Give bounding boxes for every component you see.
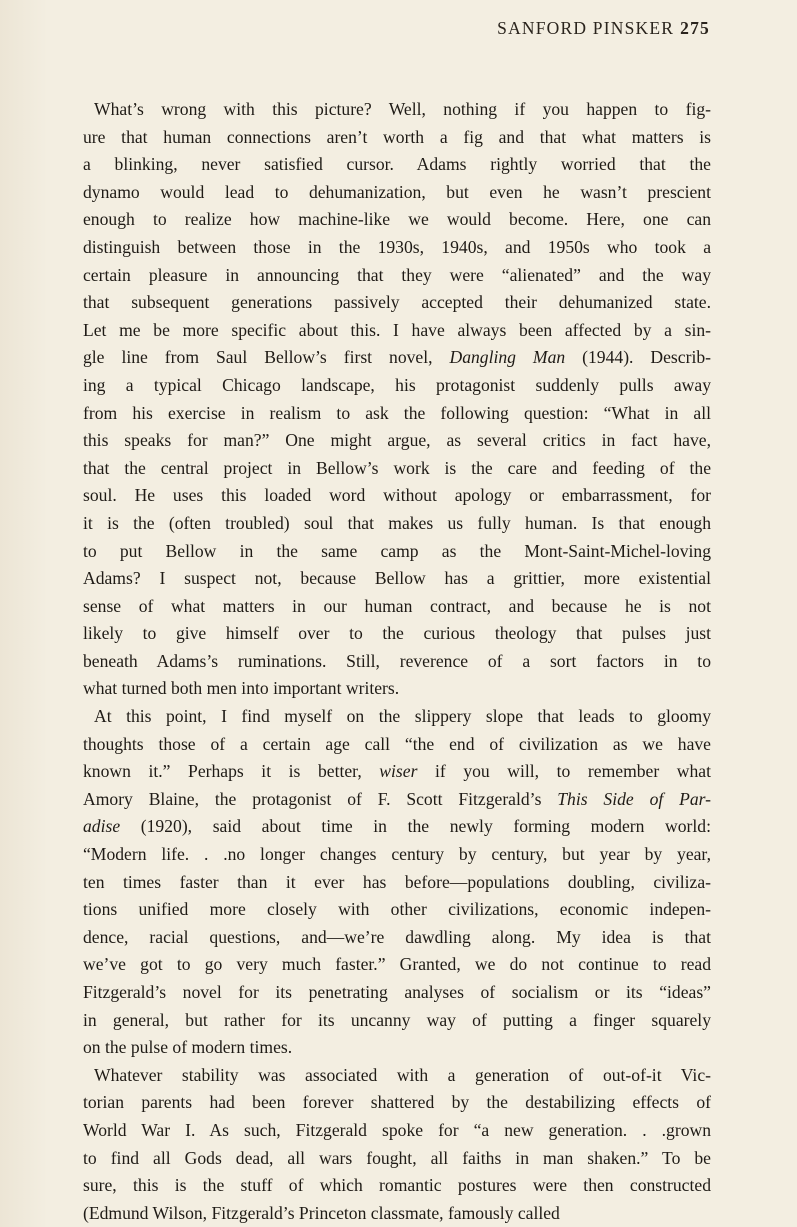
text-line: dynamo would lead to dehumanization, but even he wasn’t prescient [83,181,711,202]
text-line: on the pulse of modern times. [83,1037,293,1058]
text-line: World War I. As such, Fitzgerald spoke for “a new generation. . .grown [83,1119,711,1140]
text-line: gle line from Saul Bellow’s first novel, Dangling Man (1944). Describ- [83,347,711,368]
text-line: we’ve got to go very much faster.” Granted, we do not continue to read [83,954,711,975]
text-line: Amory Blaine, the protagonist of F. Scott Fitzgerald’s This Side of Par- [83,788,711,809]
text-line: likely to give himself over to the curious theology that pulses just [83,623,711,644]
text-line: this speaks for man?” One might argue, as several critics in fact have, [83,430,711,451]
text-line: what turned both men into important writers. [83,678,400,699]
text-line: thoughts those of a certain age call “the end of civilization as we have [83,733,711,754]
paragraph-2 [83,703,711,1062]
text-line: distinguish between those in the 1930s, 1940s, and 1950s who took a [83,236,711,257]
text-line: from his exercise in realism to ask the following question: “What in all [83,402,711,423]
text-line: tions unified more closely with other civilizations, economic indepen- [83,899,711,920]
text-line: it is the (often troubled) soul that makes us fully human. Is that enough [83,512,711,533]
text-line: ten times faster than it ever has before—populations doubling, civiliza- [83,871,711,892]
text-line: to put Bellow in the same camp as the Mont-Saint-Michel-loving [83,540,711,561]
running-head [497,18,710,39]
text-line: beneath Adams’s ruminations. Still, reverence of a sort factors in to [83,650,711,671]
page-number: 275 [680,18,710,38]
text-line: enough to realize how machine-like we would become. Here, one can [83,209,711,230]
paragraph-3 [83,1062,711,1227]
paragraph-1 [83,96,711,703]
text-line: sense of what matters in our human contract, and because he is not [83,595,711,616]
text-line: What’s wrong with this picture? Well, nothing if you happen to fig- [94,99,711,119]
text-line: known it.” Perhaps it is better, wiser if you will, to remember what [83,761,711,782]
text-line: (Edmund Wilson, Fitzgerald’s Princeton classmate, famously called [83,1202,560,1223]
text-line: “Modern life. . .no longer changes century by century, but year by year, [83,844,711,865]
text-line: Whatever stability was associated with a generation of out-of-it Vic- [94,1064,711,1085]
text-line: certain pleasure in announcing that they were “alienated” and the way [83,264,711,285]
text-line: adise (1920), said about time in the newly forming modern world: [83,816,711,837]
text-line: a blinking, never satisfied cursor. Adams rightly worried that the [83,154,711,175]
text-line: to find all Gods dead, all wars fought, all faiths in man shaken.” To be [83,1147,711,1168]
text-line: dence, racial questions, and—we’re dawdling along. My idea is that [83,926,711,947]
text-line: Fitzgerald’s novel for its penetrating analyses of socialism or its “ideas” [83,982,711,1002]
text-line: Let me be more specific about this. I have always been affected by a sin- [83,319,711,340]
text-line: ure that human connections aren’t worth a fig and that what matters is [83,126,711,147]
author-name: SANFORD PINSKER [497,18,675,38]
text-line: torian parents had been forever shattered by the destabilizing effects of [83,1092,711,1113]
body-text [83,96,711,1227]
text-line: Adams? I suspect not, because Bellow has a grittier, more existential [83,568,711,589]
text-line: in general, but rather for its uncanny way of putting a finger squarely [83,1009,711,1030]
text-line: ing a typical Chicago landscape, his protagonist suddenly pulls away [83,374,711,395]
text-line: that subsequent generations passively accepted their dehumanized state. [83,292,711,313]
text-line: sure, this is the stuff of which romantic postures were then constructed [83,1175,711,1196]
text-line: that the central project in Bellow’s work is the care and feeding of the [83,457,711,478]
text-line: At this point, I find myself on the slippery slope that leads to gloomy [94,706,711,727]
text-line: soul. He uses this loaded word without apology or embarrassment, for [83,485,711,506]
